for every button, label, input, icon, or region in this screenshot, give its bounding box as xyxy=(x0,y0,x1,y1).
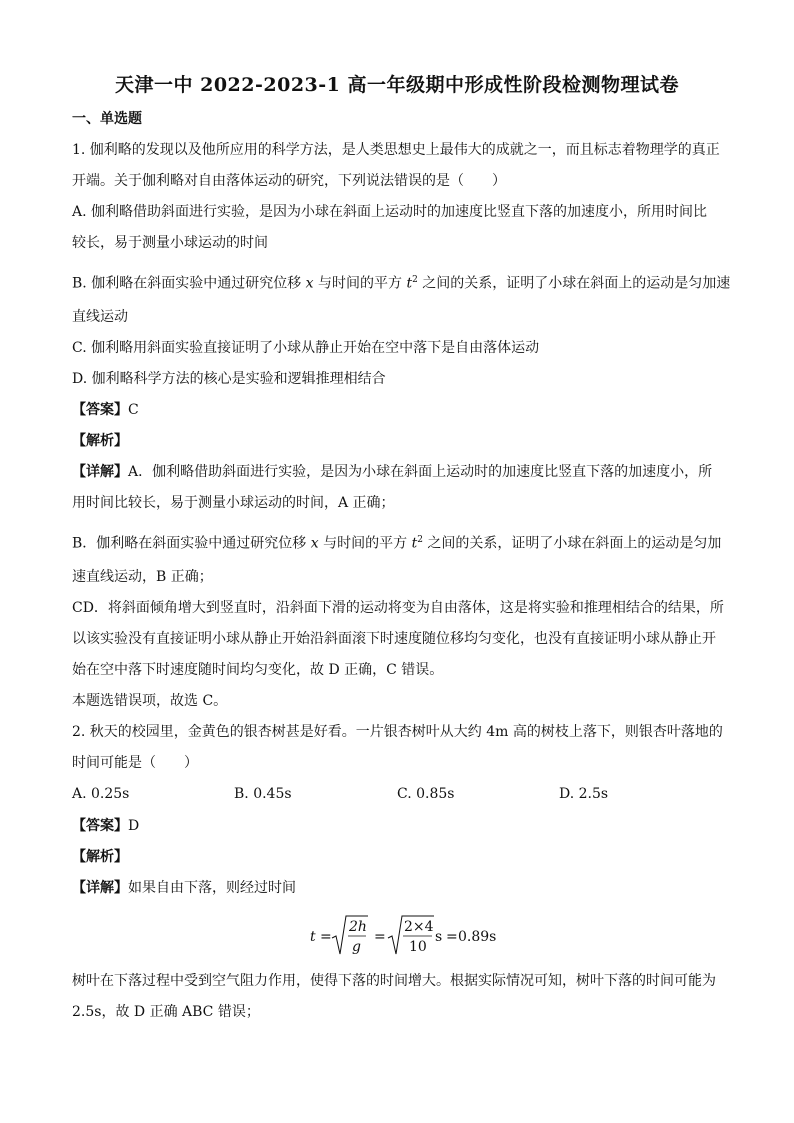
q1-detail-cd-line-2: 以该实验没有直接证明小球从静止开始沿斜面滚下时速度随位移均匀变化，也没有直接证明小球从静止开 xyxy=(72,631,716,647)
formula-den2: 10 xyxy=(409,939,427,955)
q2-option-c: C. 0.85s xyxy=(397,786,455,802)
q2-formula xyxy=(308,912,508,960)
q1-stem-line-2: 开端。关于伽利略对自由落体运动的研究，下列说法错误的是（ ） xyxy=(72,173,506,189)
q1-detail-cd-line-3: 始在空中落下时速度随时间均匀变化，故 D 正确，C 错误。 xyxy=(72,662,444,678)
formula-unit: s xyxy=(435,929,443,945)
q2-option-d: D. 2.5s xyxy=(559,786,609,802)
q2-option-a: A. 0.25s xyxy=(72,786,130,802)
q2-stem-line-1: 2. 秋天的校园里，金黄色的银杏树甚是好看。一片银杏树叶从大约 4m 高的树枝上落下，则银杏叶落地的 xyxy=(72,724,723,740)
formula-eq2: = xyxy=(374,929,386,945)
q1-conclusion: 本题选错误项，故选 C。 xyxy=(72,693,228,709)
q1-option-b-line-2: 直线运动 xyxy=(72,309,128,325)
q1-stem-line-1: 1. 伽利略的发现以及他所应用的科学方法，是人类思想史上最伟大的成就之一，而且标志着物理学的真正 xyxy=(72,142,720,158)
q1-analysis-tag: 【解析】 xyxy=(72,433,128,449)
q2-analysis-tag: 【解析】 xyxy=(72,849,128,865)
section-heading: 一、单选题 xyxy=(72,111,142,127)
q1-option-c: C. 伽利略用斜面实验直接证明了小球从静止开始在空中落下是自由落体运动 xyxy=(72,340,540,356)
q1-detail-b-line-1: B．伽利略在斜面实验中通过研究位移 x 与时间的平方 $t^2$ 之间的关系，证明了小球在斜面上的运动是匀加 xyxy=(72,535,722,552)
formula-eq1: = xyxy=(320,929,332,945)
q2-detail-line-1: 【详解】如果自由下落，则经过时间 xyxy=(72,880,296,896)
q2-stem-line-2: 时间可能是（ ） xyxy=(72,755,198,771)
formula-num2: 2×4 xyxy=(404,919,434,935)
q1-detail-b-line-2: 速直线运动，B 正确； xyxy=(72,569,213,585)
q2-options xyxy=(72,786,726,806)
q1-option-a-line-2: 较长，易于测量小球运动的时间 xyxy=(72,235,268,251)
q1-detail-a-line-1: 【详解】A．伽利略借助斜面进行实验，是因为小球在斜面上运动时的加速度比竖直下落的加速度小，所 xyxy=(72,464,713,480)
q1-option-a-line-1: A. 伽利略借助斜面进行实验，是因为小球在斜面上运动时的加速度比竖直下落的加速度小，所用时间比 xyxy=(72,204,708,220)
formula-t: t xyxy=(310,929,316,945)
q1-option-b-line-1: B. 伽利略在斜面实验中通过研究位移 x 与时间的平方 $t^2$ 之间的关系，证明了小球在斜面上的运动是匀加速 xyxy=(72,275,731,292)
q1-detail-cd-line-1: CD．将斜面倾角增大到竖直时，沿斜面下滑的运动将变为自由落体，这是将实验和推理相结合的结果，所 xyxy=(72,600,724,616)
formula-eq3: = xyxy=(446,929,458,945)
formula-num1: 2h xyxy=(349,919,367,935)
q2-answer: 【答案】D xyxy=(72,818,140,834)
formula-den1: g xyxy=(352,939,361,955)
q1-answer: 【答案】C xyxy=(72,402,139,418)
q1-detail-a-line-2: 用时间比较长，易于测量小球运动的时间，A 正确； xyxy=(72,495,395,511)
q2-tail-line-2: 2.5s，故 D 正确 ABC 错误； xyxy=(72,1004,260,1020)
page-title: 天津一中 2022-2023-1 高一年级期中形成性阶段检测物理试卷 xyxy=(115,74,679,96)
q1-option-d: D. 伽利略科学方法的核心是实验和逻辑推理相结合 xyxy=(72,371,386,387)
formula-result: 0.89s xyxy=(458,929,497,945)
q2-option-b: B. 0.45s xyxy=(234,786,292,802)
q2-tail-line-1: 树叶在下落过程中受到空气阻力作用，使得下落的时间增大。根据实际情况可知，树叶下落的时间可能为 xyxy=(72,973,716,989)
